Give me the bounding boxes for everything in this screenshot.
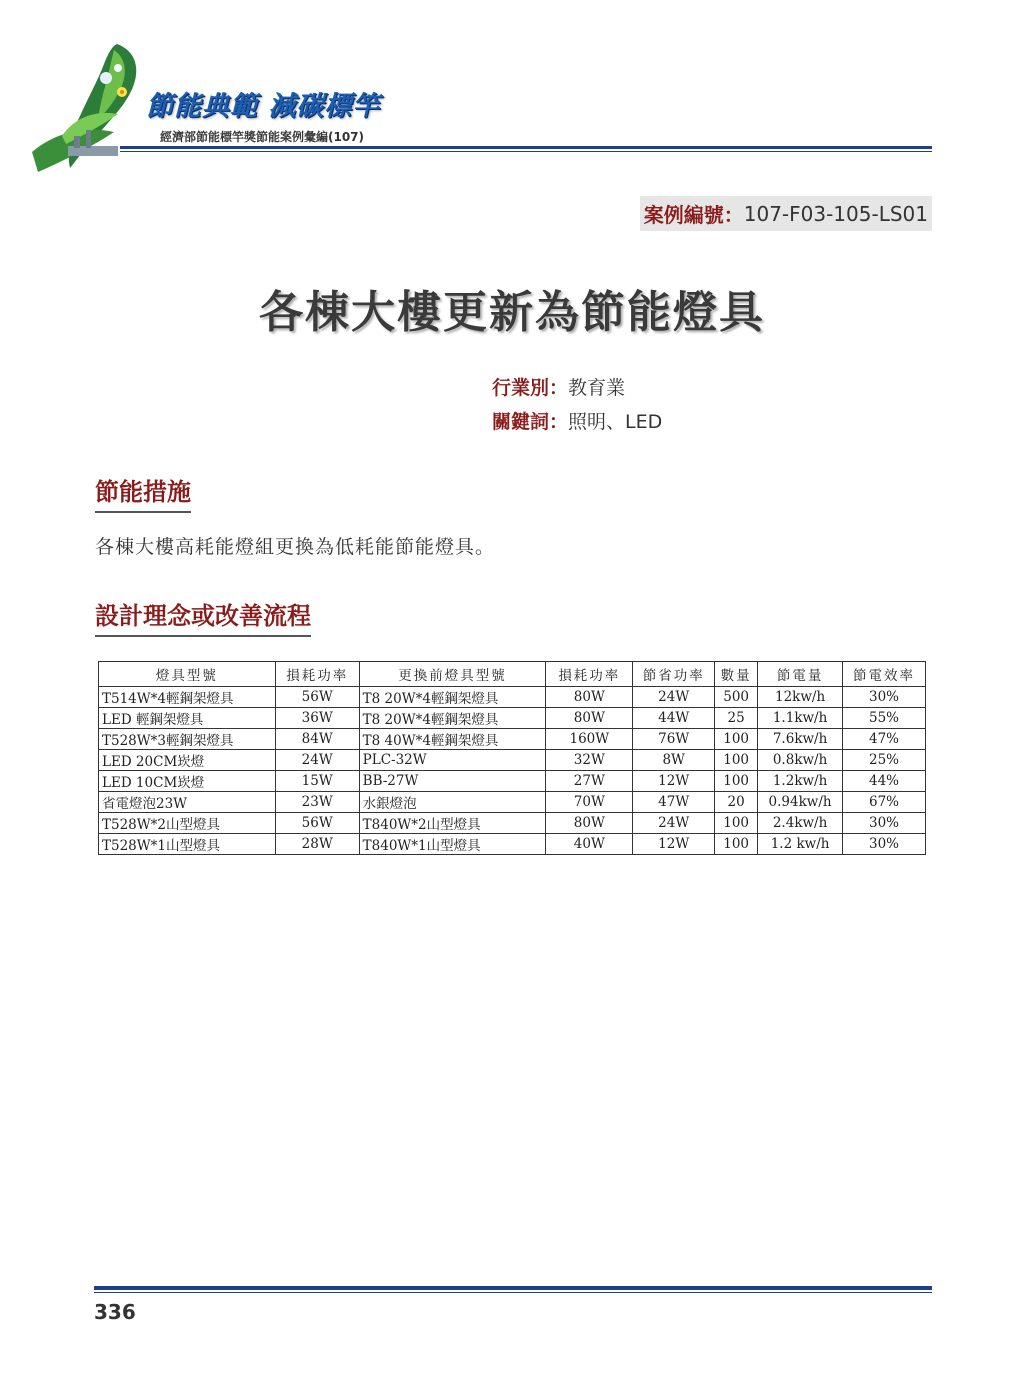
industry-label: 行業別： — [492, 377, 569, 399]
table-cell: LED 輕鋼架燈具 — [99, 708, 276, 729]
page-number: 336 — [94, 1300, 136, 1324]
header-cell: 損耗功率 — [275, 662, 359, 687]
table-cell: 25% — [843, 750, 926, 771]
table-cell: 76W — [633, 729, 715, 750]
brand-subtitle: 經濟部節能標竿獎節能案例彙編(107) — [160, 130, 365, 144]
table-cell: 27W — [546, 771, 633, 792]
table-cell: 24W — [633, 687, 715, 708]
header-rule-thin — [120, 151, 932, 152]
industry-value: 教育業 — [568, 377, 626, 399]
footer-rule — [94, 1286, 932, 1290]
table-cell: 44% — [843, 771, 926, 792]
table-cell: 15W — [275, 771, 359, 792]
table-cell: 80W — [546, 813, 633, 834]
table-cell: 70W — [546, 792, 633, 813]
header-cell: 節省功率 — [633, 662, 715, 687]
table-cell: T840W*1山型燈具 — [359, 834, 546, 855]
table-cell: PLC-32W — [359, 750, 546, 771]
table-cell: 100 — [715, 834, 758, 855]
table-cell: T8 20W*4輕鋼架燈具 — [359, 708, 546, 729]
header-rule — [120, 146, 932, 149]
table-header-row — [99, 662, 926, 687]
table-cell: 55% — [843, 708, 926, 729]
table-cell: BB-27W — [359, 771, 546, 792]
table-row — [99, 792, 926, 813]
table-cell: 25 — [715, 708, 758, 729]
table-cell: 24W — [633, 813, 715, 834]
table-cell: 28W — [275, 834, 359, 855]
table-cell: T840W*2山型燈具 — [359, 813, 546, 834]
table-cell: 47% — [843, 729, 926, 750]
header-cell: 更換前燈具型號 — [359, 662, 546, 687]
table-cell: T514W*4輕鋼架燈具 — [99, 687, 276, 708]
table-cell: 100 — [715, 771, 758, 792]
table-cell: 500 — [715, 687, 758, 708]
keywords-label: 關鍵詞： — [492, 411, 569, 433]
table-cell: 1.1kw/h — [758, 708, 843, 729]
table-cell: 30% — [843, 687, 926, 708]
table-row — [99, 729, 926, 750]
table-cell: 12W — [633, 834, 715, 855]
case-number-value: 107-F03-105-LS01 — [743, 201, 928, 226]
table-cell: 100 — [715, 813, 758, 834]
keywords-value: 照明、LED — [568, 411, 663, 433]
industry-line — [492, 373, 625, 400]
header-cell: 燈具型號 — [99, 662, 276, 687]
table-cell: 80W — [546, 687, 633, 708]
table-cell: 7.6kw/h — [758, 729, 843, 750]
table-cell: 100 — [715, 729, 758, 750]
table-row — [99, 813, 926, 834]
measures-text: 各棟大樓高耗能燈組更換為低耗能節能燈具。 — [95, 536, 496, 558]
table-cell: 80W — [546, 708, 633, 729]
table-cell: T528W*1山型燈具 — [99, 834, 276, 855]
table-cell: 2.4kw/h — [758, 813, 843, 834]
table-cell: 20 — [715, 792, 758, 813]
table-cell: 水銀燈泡 — [359, 792, 546, 813]
table-cell: 省電燈泡23W — [99, 792, 276, 813]
footer-rule-thin — [94, 1292, 932, 1293]
table-cell: 1.2kw/h — [758, 771, 843, 792]
table-cell: 100 — [715, 750, 758, 771]
table-cell: T528W*3輕鋼架燈具 — [99, 729, 276, 750]
measures-heading: 節能措施 — [95, 472, 191, 513]
table-cell: 40W — [546, 834, 633, 855]
table-cell: T8 20W*4輕鋼架燈具 — [359, 687, 546, 708]
table-cell: 56W — [275, 813, 359, 834]
table-row — [99, 750, 926, 771]
table-cell: 160W — [546, 729, 633, 750]
table-row — [99, 687, 926, 708]
header-cell: 節電量 — [758, 662, 843, 687]
header-cell: 損耗功率 — [546, 662, 633, 687]
table-cell: 1.2 kw/h — [758, 834, 843, 855]
table-cell: 32W — [546, 750, 633, 771]
table-row — [99, 708, 926, 729]
design-heading: 設計理念或改善流程 — [95, 596, 311, 637]
case-number-label: 案例編號： — [643, 203, 744, 227]
table-cell: 23W — [275, 792, 359, 813]
table-cell: 8W — [633, 750, 715, 771]
table-cell: 30% — [843, 834, 926, 855]
brand-title: 節能典範 減碳標竿 — [146, 91, 381, 122]
table-cell: LED 20CM崁燈 — [99, 750, 276, 771]
table-cell: 44W — [633, 708, 715, 729]
table-cell: 56W — [275, 687, 359, 708]
table-cell: T528W*2山型燈具 — [99, 813, 276, 834]
header-cell: 節電效率 — [843, 662, 926, 687]
table-cell: 0.94kw/h — [758, 792, 843, 813]
table-cell: 0.8kw/h — [758, 750, 843, 771]
header-cell: 數量 — [715, 662, 758, 687]
table-row — [99, 834, 926, 855]
table-cell: 47W — [633, 792, 715, 813]
table-cell: 30% — [843, 813, 926, 834]
table-row — [99, 771, 926, 792]
table-cell: 84W — [275, 729, 359, 750]
table-cell: 12kw/h — [758, 687, 843, 708]
table-cell: 12W — [633, 771, 715, 792]
table-cell: 67% — [843, 792, 926, 813]
lighting-table — [98, 661, 926, 855]
table-cell: 36W — [275, 708, 359, 729]
keywords-line — [492, 407, 662, 434]
table-cell: 24W — [275, 750, 359, 771]
page-title: 各棟大樓更新為節能燈具 — [259, 287, 765, 338]
table-cell: T8 40W*4輕鋼架燈具 — [359, 729, 546, 750]
case-number-box — [640, 196, 932, 231]
table-cell: LED 10CM崁燈 — [99, 771, 276, 792]
